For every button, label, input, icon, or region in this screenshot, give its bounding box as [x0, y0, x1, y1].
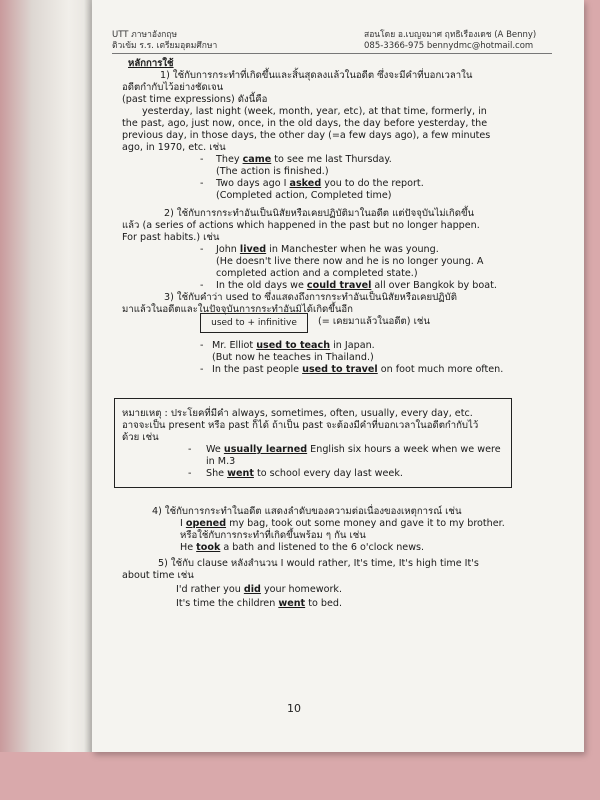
rule3-sentence-1-note: (But now he teaches in Thailand.) — [212, 352, 374, 363]
verb-highlight: went — [227, 468, 254, 479]
dash: - — [200, 178, 204, 189]
rule2-line1: 2) ใช้กับการกระทำอันเป็นนิสัยหรือเคยปฏิบัติมาในอดีต แต่ปัจจุบันไม่เกิดขึ้น — [164, 208, 475, 219]
rule2-line3: For past habits.) เช่น — [122, 232, 220, 243]
rule1-sentence-1-note: (The action is finished.) — [216, 166, 329, 177]
formula-box: used to + infinitive — [200, 313, 308, 333]
verb-highlight: asked — [289, 178, 322, 189]
formula-meaning: (= เคยมาแล้วในอดีต) เช่น — [318, 316, 430, 327]
rule1-examples-4: ago, in 1970, etc. เช่น — [122, 142, 226, 153]
dash: - — [188, 468, 192, 479]
rule1-line2: อดีตกำกับไว้อย่างชัดเจน — [122, 82, 224, 93]
note-line3: ด้วย เช่น — [122, 432, 159, 443]
dash: - — [200, 364, 204, 375]
verb-highlight: lived — [239, 244, 267, 255]
verb-highlight: did — [243, 584, 261, 595]
dash: - — [200, 244, 204, 255]
verb-highlight: came — [242, 154, 272, 165]
rule3-line2: มาแล้วในอดีตและในปัจจุบันการกระทำอันมิได้เกิดขึ้นอีก — [122, 304, 353, 315]
rule5-line1: 5) ใช้กับ clause หลังสำนวน I would rather, It's time, It's high time It's — [158, 558, 479, 569]
rule2-sentence-2: In the old days we could travel all over Bangkok by boat. — [216, 280, 497, 291]
note-line2: อาจจะเป็น present หรือ past ก็ได้ ถ้าเป็น past จะต้องมีคำที่บอกเวลาในอดีตกำกับไว้ — [122, 420, 479, 431]
rule1-examples-1: yesterday, last night (week, month, year, etc), at that time, formerly, in — [142, 106, 487, 117]
note-sentence-2: She went to school every day last week. — [206, 468, 403, 479]
rule1-examples-3: previous day, in those days, the other day (=a few days ago), a few minutes — [122, 130, 491, 141]
verb-highlight: usually learned — [223, 444, 308, 455]
rule1-sentence-1: They came to see me last Thursday. — [216, 154, 392, 165]
header-course: UTT ภาษาอังกฤษ — [112, 30, 178, 40]
dash: - — [188, 444, 192, 455]
dash: - — [200, 340, 204, 351]
rule5-sentence-2: It's time the children went to bed. — [176, 598, 343, 609]
document-page — [92, 0, 584, 752]
rule1-line1: 1) ใช้กับการกระทำที่เกิดขึ้นและสิ้นสุดลงแล้วในอดีต ซึ่งจะมีคำที่บอกเวลาใน — [160, 70, 473, 81]
rule2-sentence-1: John lived in Manchester when he was young. — [216, 244, 439, 255]
rule5-line2: about time เช่น — [122, 570, 194, 581]
verb-highlight: went — [278, 598, 306, 609]
verb-highlight: took — [196, 542, 221, 553]
rule4-sentence-1: I opened my bag, took out some money and gave it to my brother. — [180, 518, 505, 529]
book-spine — [0, 0, 92, 800]
rule1-examples-2: the past, ago, just now, once, in the old days, the day before yesterday, the — [122, 118, 488, 129]
rule5-sentence-1: I'd rather you did your homework. — [176, 584, 343, 595]
rule4-line1: 4) ใช้กับการกระทำในอดีต แสดงลำดับของความต่อเนื่องของเหตุการณ์ เช่น — [152, 506, 462, 517]
background-rug — [0, 752, 600, 800]
rule3-line1: 3) ใช้กับคำว่า used to ซึ่งแสดงถึงการกระทำอันเป็นนิสัยหรือเคยปฏิบัติ — [164, 292, 457, 303]
rule1-sentence-2: Two days ago I asked you to do the report. — [216, 178, 424, 189]
header-left — [112, 30, 217, 52]
rule2-sentence-1-note1: (He doesn't live there now and he is no longer young. A — [216, 256, 484, 267]
dash: - — [200, 154, 204, 165]
verb-highlight: used to travel — [302, 364, 378, 375]
header-divider — [112, 53, 552, 54]
verb-highlight: used to teach — [256, 340, 331, 351]
rule2-line2: แล้ว (a series of actions which happened in the past but no longer happen. — [122, 220, 480, 231]
rule4-line2: หรือใช้กับการกระทำที่เกิดขึ้นพร้อม ๆ กัน เช่น — [180, 530, 366, 541]
rule1-sentence-2-note: (Completed action, Completed time) — [216, 190, 392, 201]
note-sentence-1: We usually learned English six hours a week when we were — [206, 444, 501, 455]
header-contact: 085-3366-975 bennydmc@hotmail.com — [364, 41, 534, 51]
rule4-sentence-2: He took a bath and listened to the 6 o'clock news. — [180, 542, 425, 553]
dash: - — [200, 280, 204, 291]
rule3-sentence-1: Mr. Elliot used to teach in Japan. — [212, 340, 375, 351]
note-sentence-1-cont: in M.3 — [206, 456, 236, 467]
header-right — [364, 30, 536, 52]
page-number: 10 — [287, 702, 301, 715]
header-teacher: สอนโดย อ.เบญจมาศ ฤทธิเรืองเดช (A Benny) — [364, 30, 537, 40]
note-line1: หมายเหตุ : ประโยคที่มีคำ always, sometimes, often, usually, every day, etc. — [122, 408, 473, 419]
verb-highlight: opened — [185, 518, 227, 529]
header-school: ติวเข้ม ร.ร. เตรียมอุดมศึกษา — [112, 41, 218, 51]
rule1-line3: (past time expressions) ดังนี้คือ — [122, 94, 268, 105]
verb-highlight: could travel — [306, 280, 372, 291]
rule3-sentence-2: In the past people used to travel on foot much more often. — [212, 364, 504, 375]
section-heading: หลักการใช้ — [128, 58, 174, 69]
rule2-sentence-1-note2: completed action and a completed state.) — [216, 268, 418, 279]
